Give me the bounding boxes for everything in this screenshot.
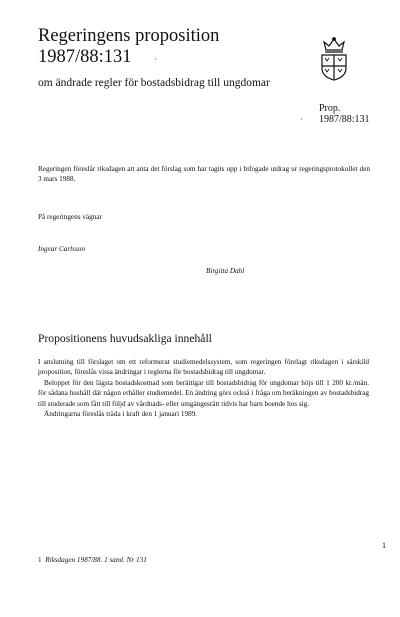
stray-mark: · bbox=[154, 55, 157, 64]
prop-label: Prop. bbox=[319, 103, 341, 114]
summary-body bbox=[38, 357, 369, 419]
footer-reference bbox=[38, 556, 147, 564]
summary-paragraph: I anslutning till förslaget om ett reformerat studiemedelssystem, som regeringen förelagt riksdagen i särskild proposition, föreslås vissa ändringar i reglerna för bostadsbidrag till ungdomar. bbox=[38, 358, 369, 377]
prop-number: 1987/88:131 bbox=[319, 114, 370, 125]
summary-heading: Propositionens huvudsakliga innehåll bbox=[38, 332, 212, 345]
stray-mark-2: · bbox=[300, 115, 303, 124]
footer-ref-number: 1 bbox=[38, 556, 42, 564]
signatory-carlsson: Ingvar Carlsson bbox=[38, 245, 85, 253]
title-line-2: 1987/88:131 bbox=[38, 47, 132, 67]
title-line-1: Regeringens proposition bbox=[38, 26, 220, 46]
page-number: 1 bbox=[382, 541, 386, 550]
proposition-reference bbox=[319, 103, 370, 125]
document-subtitle: om ändrade regler för bostadsbidrag till ungdomar bbox=[38, 77, 270, 89]
coat-of-arms-icon bbox=[316, 36, 352, 82]
on-behalf-line: På regeringens vägnar bbox=[38, 213, 102, 221]
intro-paragraph: Regeringen föreslår riksdagen att anta det förslag som har tagits upp i bifogade utdrag ur regeringsprotokollet den 3 mars 1988. bbox=[38, 165, 370, 183]
summary-paragraph: Ändringarna föreslås träda i kraft den 1 januari 1989. bbox=[44, 410, 198, 419]
summary-paragraph: Beloppet för den lägsta bostadskostnad som berättigar till bostadsbidrag för ungdomar höjs till 1 200 kr./mån. för sådana hushåll där någon erhåller studiemedel. En ändring görs också i fråga om beräkningen av bostadsbidrag till studerade som fått till följd av vårdnads- eller umgängesrätt tidvis har barn boende hos sig. bbox=[38, 378, 369, 408]
footer-ref-text: Riksdagen 1987/88. 1 saml. Nr 131 bbox=[45, 556, 147, 564]
signatory-dahl: Birgitta Dahl bbox=[206, 267, 245, 275]
document-title bbox=[38, 26, 219, 68]
